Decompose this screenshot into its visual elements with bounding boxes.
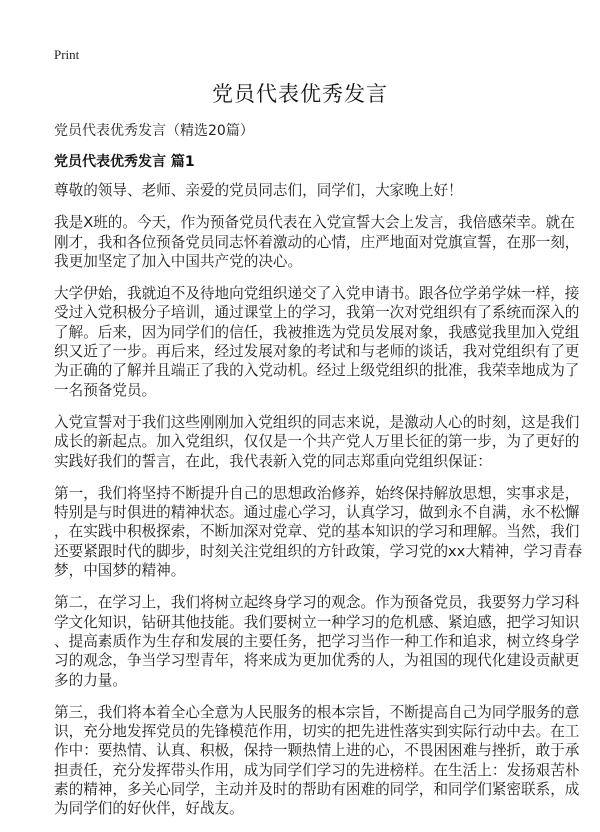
text-line: 多的力量。 bbox=[54, 671, 127, 689]
text-line: 担责任，充分发挥带头作用，成为同学们学习的先进榜样。在生活上：发扬艰苦朴 bbox=[54, 761, 580, 779]
section-heading: 党员代表优秀发言 篇1 bbox=[54, 154, 195, 170]
print-link[interactable]: Print bbox=[54, 47, 80, 62]
text-line: 还要紧跟时代的脚步，时刻关注党组织的方针政策，学习党的xx大精神，学习青春 bbox=[54, 542, 583, 560]
text-line: 大学伊始，我就迫不及待地向党组织递交了入党申请书。跟各位学弟学妹一样，接 bbox=[54, 285, 580, 303]
document-title: 党员代表优秀发言 bbox=[212, 82, 388, 106]
paragraph-pledge-second bbox=[54, 593, 580, 689]
text-line: 织又近了一步。再后来，经过发展对象的考试和与老师的谈话，我对党组织有了更 bbox=[54, 343, 580, 361]
text-line: 我是X班的。今天，作为预备党员代表在入党宣誓大会上发言，我倍感荣幸。就在 bbox=[54, 214, 575, 232]
text-line: 特别是与时俱进的精神状态。通过虚心学习，认真学习，做到永不自满，永不松懈 bbox=[54, 504, 580, 522]
paragraph-greeting bbox=[54, 181, 554, 200]
text-line: 、提高素质作为生存和发展的主要任务，把学习当作一种工作和追求，树立终身学 bbox=[54, 632, 580, 650]
text-line: 第三，我们将本着全心全意为人民服务的根本宗旨，不断提高自己为同学服务的意 bbox=[54, 703, 580, 721]
text-line: 梦，中国梦的精神。 bbox=[54, 562, 186, 580]
document-subtitle: 党员代表优秀发言（精选20篇） bbox=[54, 123, 254, 139]
paragraph-background bbox=[54, 284, 580, 400]
text-line: 第二，在学习上，我们将树立起终身学习的观念。作为预备党员，我要努力学习科 bbox=[54, 594, 580, 612]
text-line: 入党宣誓对于我们这些刚刚加入党组织的同志来说，是激动人心的时刻，这是我们 bbox=[54, 413, 580, 431]
paragraph-pledge-first bbox=[54, 484, 583, 580]
text-line: 刚才，我和各位预备党员同志怀着激动的心情，庄严地面对党旗宣誓，在那一刻， bbox=[54, 233, 580, 251]
text-line: 成长的新起点。加入党组织，仅仅是一个共产党人万里长征的第一步，为了更好的 bbox=[54, 433, 580, 451]
text-line: 学文化知识，钻研其他技能。我们要树立一种学习的危机感、紧迫感，把学习知识 bbox=[54, 613, 580, 631]
paragraph-pledge-third bbox=[54, 703, 580, 819]
text-line: 素的精神，多关心同学，主动并及时的帮助有困难的同学，和同学们紧密联系，成 bbox=[54, 781, 580, 799]
paragraph-pledge-intro bbox=[54, 413, 580, 471]
text-line: 为正确的了解并且端正了我的入党动机。经过上级党组织的批准，我荣幸地成为了 bbox=[54, 362, 580, 380]
text-line: 识，充分地发挥党员的先锋模范作用，切实的把先进性落实到实际行动中去。在工 bbox=[54, 723, 580, 741]
text-line: 我更加坚定了加入中国共产党的决心。 bbox=[54, 252, 303, 270]
text-line: 作中：要热情、认真、积极，保持一颗热情上进的心，不畏困困难与挫折，敢于承 bbox=[54, 742, 580, 760]
text-line: 习的观念，争当学习型青年，将来成为更加优秀的人，为祖国的现代化建设贡献更 bbox=[54, 652, 580, 670]
text-line: ，在实践中积极探索，不断加深对党章、党的基本知识的学习和理解。当然，我们 bbox=[54, 523, 580, 541]
text-line: 尊敬的领导、老师、亲爱的党员同志们，同学们，大家晚上好！ bbox=[54, 182, 463, 199]
text-line: 实践好我们的誓言，在此，我代表新入党的同志郑重向党组织保证： bbox=[54, 452, 492, 470]
text-line: 了解。后来，因为同学们的信任，我被推选为党员发展对象，我感觉我里加入党组 bbox=[54, 323, 580, 341]
text-line: 第一，我们将坚持不断提升自己的思想政治修养，始终保持解放思想，实事求是， bbox=[54, 484, 580, 502]
text-line: 一名预备党员。 bbox=[54, 381, 157, 399]
text-line: 受过入党积极分子培训，通过课堂上的学习，我第一次对党组织有了系统而深入的 bbox=[54, 304, 580, 322]
document-body bbox=[54, 181, 583, 832]
text-line: 为同学们的好伙伴，好战友。 bbox=[54, 800, 244, 818]
paragraph-introduction bbox=[54, 213, 580, 271]
